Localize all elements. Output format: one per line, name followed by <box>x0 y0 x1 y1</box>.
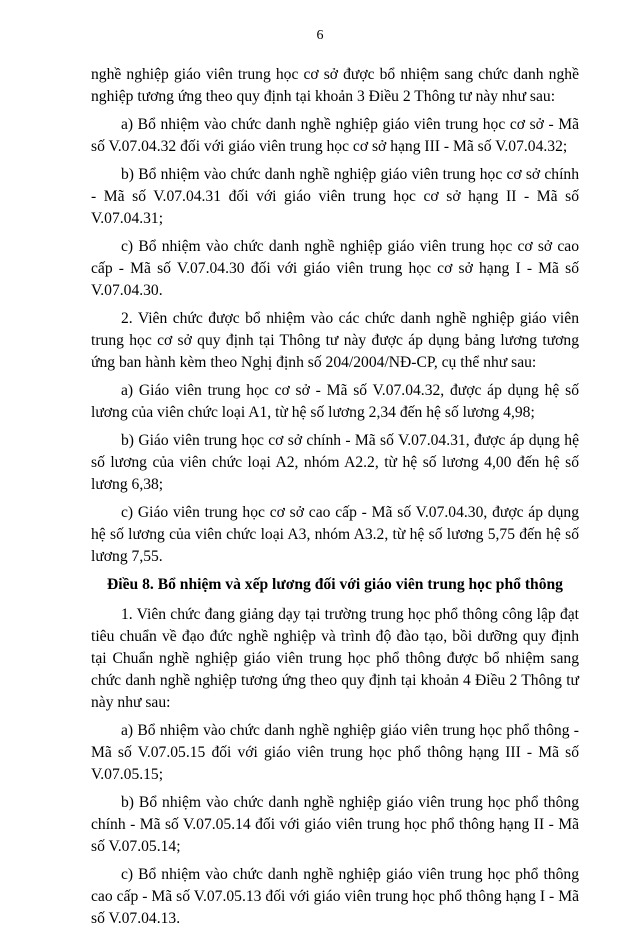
document-body <box>91 64 579 936</box>
paragraph-salary-a: a) Giáo viên trung học cơ sở - Mã số V.07.04.32, được áp dụng hệ số lương của viên chức loại A1, từ hệ số lương 2,34 đến hệ số lương 4,98; <box>91 382 579 421</box>
paragraph-clause-2: 2. Viên chức được bổ nhiệm vào các chức danh nghề nghiệp giáo viên trung học cơ sở quy định tại Thông tư này được áp dụng bảng lương tương ứng ban hành kèm theo Nghị định số 204/2004/NĐ-CP, cụ thể như sau: <box>91 310 579 371</box>
paragraph-article-8-item-b: b) Bổ nhiệm vào chức danh nghề nghiệp giáo viên trung học phổ thông chính - Mã số V.07.05.14 đối với giáo viên trung học phổ thông hạng II - Mã số V.07.05.14; <box>91 794 579 855</box>
paragraph-article-8-clause-1: 1. Viên chức đang giảng dạy tại trường trung học phổ thông công lập đạt tiêu chuẩn về đạo đức nghề nghiệp và trình độ đào tạo, bồi dưỡng quy định tại Chuẩn nghề nghiệp giáo viên trung học phổ thông được bổ nhiệm sang chức danh nghề nghiệp tương ứng theo quy định tại khoản 4 Điều 2 Thông tư này như sau: <box>91 606 579 711</box>
paragraph-article-8-item-a: a) Bổ nhiệm vào chức danh nghề nghiệp giáo viên trung học phổ thông - Mã số V.07.05.15 đối với giáo viên trung học phổ thông hạng III - Mã số V.07.05.15; <box>91 722 579 783</box>
paragraph-article-8-item-c: c) Bổ nhiệm vào chức danh nghề nghiệp giáo viên trung học phổ thông cao cấp - Mã số V.07.05.13 đối với giáo viên trung học phổ thông hạng I - Mã số V.07.04.13. <box>91 866 579 927</box>
paragraph-item-b: b) Bổ nhiệm vào chức danh nghề nghiệp giáo viên trung học cơ sở chính - Mã số V.07.04.31 đối với giáo viên trung học cơ sở hạng II - Mã số V.07.04.31; <box>91 166 579 227</box>
article-8-heading: Điều 8. Bổ nhiệm và xếp lương đối với giáo viên trung học phổ thông <box>107 576 563 593</box>
paragraph-salary-b: b) Giáo viên trung học cơ sở chính - Mã số V.07.04.31, được áp dụng hệ số lương của viên chức loại A2, nhóm A2.2, từ hệ số lương 4,00 đến hệ số lương 6,38; <box>91 432 579 493</box>
paragraph-continuation: nghề nghiệp giáo viên trung học cơ sở được bổ nhiệm sang chức danh nghề nghiệp tương ứng theo quy định tại khoản 3 Điều 2 Thông tư này như sau: <box>91 66 579 105</box>
paragraph-item-a: a) Bổ nhiệm vào chức danh nghề nghiệp giáo viên trung học cơ sở - Mã số V.07.04.32 đối với giáo viên trung học cơ sở hạng III - Mã số V.07.04.32; <box>91 116 579 155</box>
paragraph-salary-c: c) Giáo viên trung học cơ sở cao cấp - Mã số V.07.04.30, được áp dụng hệ số lương của viên chức loại A3, nhóm A3.2, từ hệ số lương 5,75 đến hệ số lương 7,55. <box>91 504 579 565</box>
page-number: 6 <box>316 28 324 43</box>
paragraph-item-c: c) Bổ nhiệm vào chức danh nghề nghiệp giáo viên trung học cơ sở cao cấp - Mã số V.07.04.30 đối với giáo viên trung học cơ sở hạng I - Mã số V.07.04.30. <box>91 238 579 299</box>
